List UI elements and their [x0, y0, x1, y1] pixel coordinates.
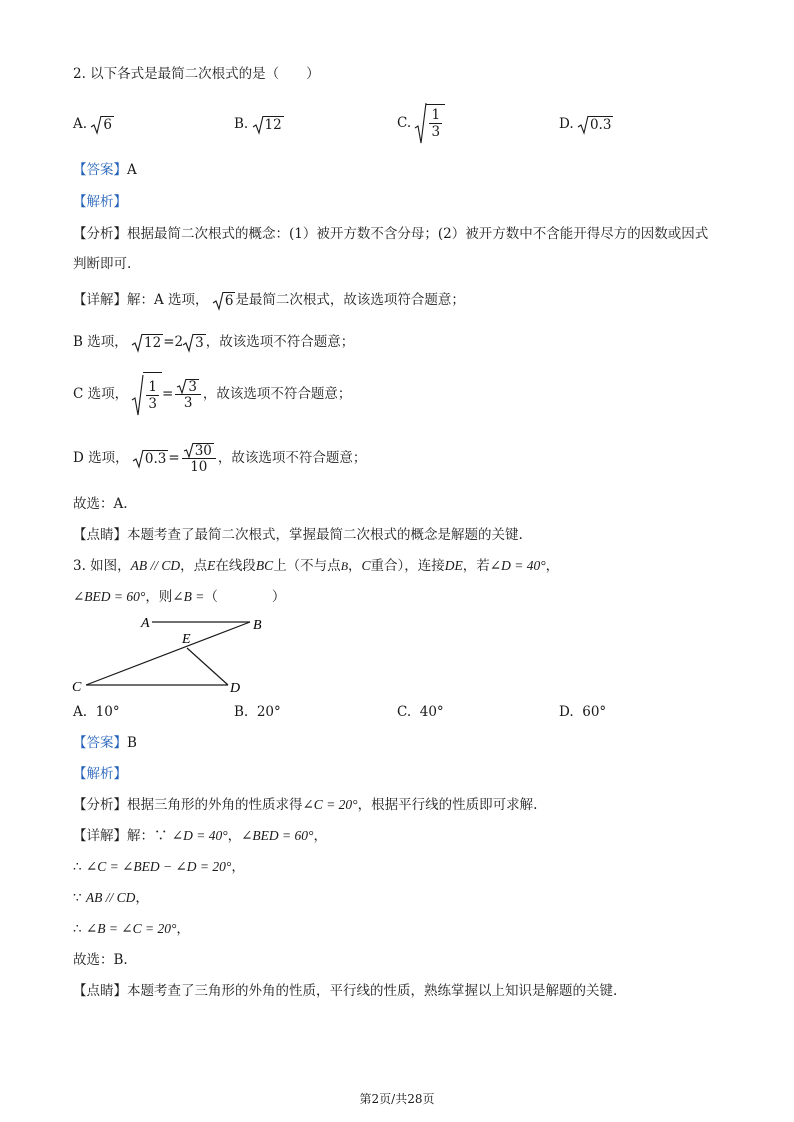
detail-c-den: 3	[148, 396, 158, 412]
detail-text: ∵	[73, 890, 82, 906]
q3-stem-math: BC	[255, 558, 274, 573]
detail-text: ，	[176, 921, 190, 937]
q3-stem-line2	[73, 587, 285, 607]
q2-option-a-label: A.	[73, 116, 88, 132]
q3-stem-text: 重合），连接	[370, 558, 445, 574]
q3-fenxi	[73, 795, 537, 815]
radical-sign-icon	[91, 115, 101, 135]
point-label-b: B	[253, 618, 262, 633]
q3-detail-3	[73, 888, 149, 908]
geometry-figure	[70, 612, 260, 694]
radical-sign-icon	[177, 378, 186, 394]
q2-detail-c	[73, 372, 351, 417]
detail-a-post: 是最简二次根式，故该选项符合题意；	[235, 292, 465, 308]
radical-sign-icon	[578, 115, 588, 135]
q3-choose: 故选：B.	[73, 952, 128, 968]
q2-option-c	[397, 102, 445, 144]
q2-option-c-den: 3	[431, 124, 441, 140]
q3-stem-math: B	[340, 559, 349, 573]
q3-option-c	[397, 702, 444, 722]
q3-detail-1	[73, 826, 327, 846]
sqrt-6	[213, 291, 236, 311]
radical-sign-icon	[133, 449, 143, 469]
q2-choose: 故选：A.	[73, 496, 128, 512]
q3-answer	[73, 733, 137, 753]
detail-c-num: 1	[148, 379, 158, 395]
q3-stem-text: ，若	[462, 558, 490, 574]
sqrt-0-3	[578, 115, 613, 135]
detail-c-den2: 3	[183, 395, 193, 412]
radical-sign-icon	[213, 291, 223, 311]
point-label-c: C	[72, 680, 82, 695]
q2-option-d	[559, 114, 613, 135]
detail-math: ∠D = 40°	[171, 828, 228, 843]
comment-text: 本题考查了三角形的外角的性质，平行线的性质，熟练掌握以上知识是解题的关键.	[127, 983, 618, 999]
q3-stem-text: ，	[545, 558, 560, 574]
detail-c-post: ，故该选项不符合题意；	[202, 386, 352, 402]
detail-text: ，	[227, 828, 242, 844]
point-label-a: A	[141, 616, 150, 631]
q3-stem-text: 在线段	[215, 558, 256, 574]
q2-detail-b	[73, 332, 354, 353]
segment-ed	[187, 648, 228, 685]
detail-math: ∠C = ∠BED − ∠D = 20°	[85, 859, 232, 874]
q2-option-a-radicand: 6	[103, 116, 112, 133]
sqrt-12	[253, 115, 284, 135]
q2-option-d-radicand: 0.3	[589, 116, 612, 133]
sqrt-12	[132, 333, 163, 353]
q3-stem-text: ，	[348, 558, 362, 574]
fenxi-text: 根据三角形的外角的性质求得	[127, 797, 303, 813]
q3-stem-text: 3. 如图，	[73, 558, 131, 574]
detail-b-post: ，故该选项不符合题意；	[205, 334, 355, 350]
q3-option-c-label: C.	[397, 704, 412, 720]
q3-option-c-value: 40°	[419, 704, 444, 720]
answer-value: B	[127, 735, 137, 751]
detail-text: ∴	[73, 921, 82, 937]
q2-option-b	[234, 114, 284, 135]
fenxi-math: ∠C = 20°	[302, 797, 358, 812]
comment-tag: 【点睛】	[73, 983, 127, 999]
radical-sign-icon	[253, 115, 263, 135]
q3-option-a-label: A.	[73, 704, 88, 720]
sqrt-one-third	[415, 102, 445, 144]
q3-option-a	[73, 702, 120, 722]
detail-math: ∠B = ∠C = 20°	[85, 921, 177, 936]
q3-stem-math: ∠BED = 60°	[73, 589, 146, 604]
point-label-e: E	[182, 632, 191, 647]
q3-analysis-tag	[73, 764, 127, 784]
q2-option-d-label: D.	[559, 116, 574, 132]
q3-stem-math: ∠B =	[172, 589, 205, 604]
detail-text: ∴	[73, 859, 82, 875]
q3-stem-math: ∠D = 40°	[489, 558, 546, 573]
fenxi-text: ，根据平行线的性质即可求解.	[357, 797, 538, 813]
detail-b-pre: B 选项，	[73, 334, 128, 350]
q2-fenxi-cont: 判断即可.	[73, 256, 132, 272]
fenxi-tag: 【分析】	[73, 797, 127, 813]
q3-detail-4	[73, 919, 190, 939]
comment-text: 本题考查了最简二次根式，掌握最简二次根式的概念是解题的关键.	[127, 527, 523, 543]
q3-option-b	[234, 702, 281, 722]
q2-option-c-num: 1	[431, 107, 441, 123]
detail-c-num2: 3	[188, 378, 197, 395]
q3-stem-text: 上（不与点	[273, 558, 341, 574]
point-label-d: D	[230, 681, 241, 696]
detail-c-eq: =	[162, 386, 174, 402]
q3-option-d-label: D.	[559, 704, 574, 720]
sqrt-0-3	[133, 449, 168, 469]
answer-tag: 【答案】	[73, 735, 127, 751]
q3-comment	[73, 981, 617, 1001]
q2-option-c-label: C.	[397, 115, 412, 131]
q2-detail-d	[73, 436, 366, 480]
answer-value: A	[127, 162, 137, 178]
detail-math: AB // CD	[85, 890, 136, 905]
q2-option-a	[73, 114, 114, 135]
detail-tag: 【详解】	[73, 828, 127, 844]
detail-tag: 【详解】	[73, 292, 127, 308]
detail-d-den: 10	[190, 459, 208, 476]
q3-stem-text: （ ）	[204, 589, 286, 605]
detail-math: ∠BED = 60°	[241, 828, 314, 843]
q3-stem-math: E	[207, 558, 216, 573]
page-footer: 第2页/共28页	[359, 1092, 435, 1106]
q2-comment	[73, 525, 523, 545]
detail-text: 解：∵	[127, 828, 168, 844]
q2-option-b-label: B.	[234, 116, 249, 132]
radical-sign-icon	[132, 374, 143, 416]
q2-detail-a	[73, 290, 465, 311]
detail-text: ，	[231, 859, 245, 875]
detail-c-pre: C 选项，	[73, 386, 129, 402]
q2-fenxi	[73, 224, 708, 244]
q3-stem-text: ，则	[145, 589, 173, 605]
q3-stem-math: AB // CD	[130, 558, 181, 573]
radical-sign-icon	[184, 442, 193, 458]
radical-sign-icon	[132, 333, 142, 353]
q2-stem: 2. 以下各式是最简二次根式的是（ ）	[73, 66, 320, 82]
sqrt-30	[184, 442, 214, 458]
detail-b-eq: =2	[163, 334, 184, 350]
q2-option-b-radicand: 12	[264, 116, 282, 133]
q2-analysis-tag	[73, 192, 127, 212]
detail-d-num: 30	[194, 442, 212, 459]
sqrt-one-third	[132, 372, 162, 417]
q2-answer	[73, 160, 137, 180]
q3-option-d-value: 60°	[582, 704, 607, 720]
q3-detail-2	[73, 857, 245, 877]
analysis-tag: 【解析】	[73, 766, 127, 782]
detail-a-pre: 解：A 选项，	[127, 292, 209, 308]
radical-sign-icon	[415, 102, 426, 144]
q3-option-a-value: 10°	[95, 704, 120, 720]
q3-stem-math: C	[361, 558, 371, 573]
radical-sign-icon	[183, 333, 193, 353]
fenxi-text: 根据最简二次根式的概念：(1）被开方数不含分母；(2）被开方数中不含能开得尽方的因数或因式	[127, 226, 709, 242]
comment-tag: 【点睛】	[73, 527, 127, 543]
detail-d-pre: D 选项，	[73, 450, 129, 466]
analysis-tag: 【解析】	[73, 194, 127, 210]
detail-b-radicand: 12	[144, 334, 162, 351]
detail-text: ，	[313, 828, 327, 844]
answer-tag: 【答案】	[73, 162, 127, 178]
segment-cb	[86, 622, 250, 685]
sqrt-3	[177, 378, 199, 394]
fenxi-tag: 【分析】	[73, 226, 127, 242]
detail-d-eq: =	[168, 450, 180, 466]
detail-b-radicand2: 3	[195, 334, 204, 351]
detail-text: ，	[135, 890, 149, 906]
q3-stem-line1	[73, 556, 559, 576]
detail-d-radicand: 0.3	[144, 450, 167, 467]
detail-d-post: ，故该选项不符合题意；	[217, 450, 367, 466]
sqrt-6	[91, 115, 114, 135]
q3-option-b-label: B.	[234, 704, 249, 720]
q3-option-b-value: 20°	[256, 704, 281, 720]
sqrt-3	[183, 333, 206, 353]
q3-stem-text: ，点	[180, 558, 208, 574]
q3-stem-math: DE	[444, 558, 463, 573]
detail-a-radicand: 6	[224, 292, 234, 309]
q3-option-d	[559, 702, 606, 722]
